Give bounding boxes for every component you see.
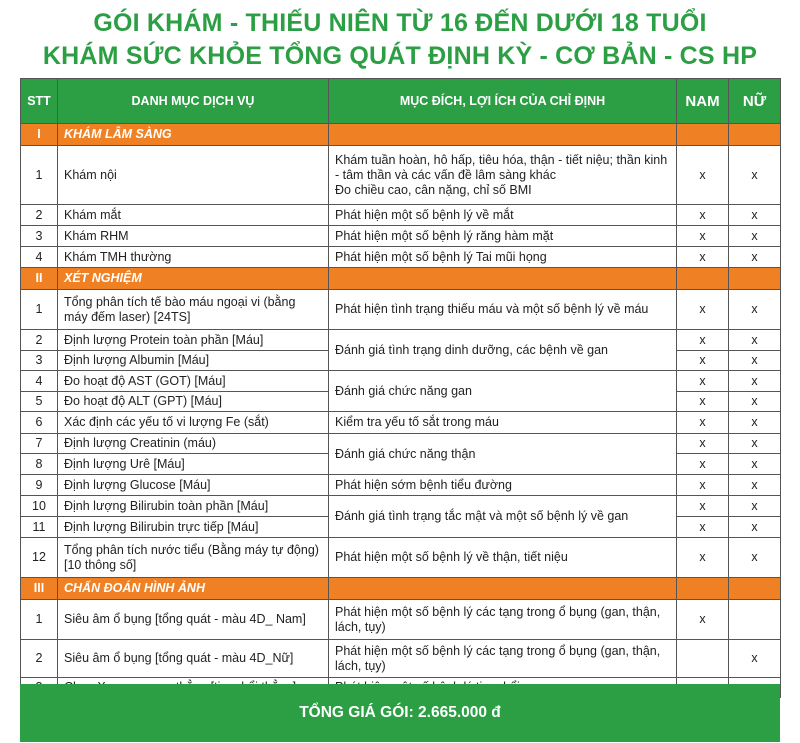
purpose-line: Phát hiện một số bệnh lý Tai mũi họng [335, 249, 547, 264]
row-service: Tổng phân tích tế bào máu ngoại vi (bằng máy đếm laser) [24TS] [58, 290, 329, 330]
row-stt: 11 [21, 517, 58, 538]
section-row [21, 578, 781, 600]
row-female-mark: x [729, 330, 781, 351]
header-male: NAM [677, 79, 729, 124]
section-empty-cell [329, 124, 677, 146]
row-service: Định lượng Bilirubin toàn phần [Máu] [58, 496, 329, 517]
row-purpose [329, 434, 677, 475]
row-female-mark: x [729, 412, 781, 434]
purpose-line: Phát hiện một số bệnh lý về thận, tiết niệu [335, 550, 568, 564]
section-row [21, 124, 781, 146]
table-row [21, 412, 781, 434]
table-row [21, 434, 781, 454]
row-service: Định lượng Bilirubin trực tiếp [Máu] [58, 517, 329, 538]
row-stt: 4 [21, 247, 58, 268]
row-male-mark: x [677, 247, 729, 268]
row-female-mark: x [729, 205, 781, 226]
purpose-line: Kiểm tra yếu tố sắt trong máu [335, 415, 499, 429]
table-row [21, 330, 781, 351]
section-empty-cell [329, 268, 677, 290]
row-stt: 2 [21, 205, 58, 226]
row-female-mark: x [729, 517, 781, 538]
table-body [21, 124, 781, 698]
row-service: Siêu âm ổ bụng [tổng quát - màu 4D_Nữ] [58, 640, 329, 678]
row-purpose [329, 475, 677, 496]
section-number: III [21, 578, 58, 600]
section-number: I [21, 124, 58, 146]
purpose-line: Đánh giá tình trạng dinh dưỡng, các bệnh về gan [335, 342, 609, 357]
section-empty-cell [729, 268, 781, 290]
header-female: NỮ [729, 79, 781, 124]
table-row [21, 146, 781, 205]
header-purpose: MỤC ĐÍCH, LỢI ÍCH CỦA CHỈ ĐỊNH [329, 79, 677, 124]
row-purpose [329, 371, 677, 412]
row-male-mark: x [677, 517, 729, 538]
row-female-mark: x [729, 290, 781, 330]
row-purpose [329, 496, 677, 538]
purpose-line: Phát hiện sớm bệnh tiểu đường [335, 477, 512, 492]
row-service: Đo hoạt độ AST (GOT) [Máu] [58, 371, 329, 392]
purpose-line: Phát hiện một số bệnh lý các tạng trong ổ bụng (gan, thận, lách, tụy) [335, 643, 661, 673]
row-service: Định lượng Albumin [Máu] [58, 351, 329, 371]
table-header-row [21, 79, 781, 124]
row-male-mark: x [677, 496, 729, 517]
table-row [21, 226, 781, 247]
row-female-mark [729, 600, 781, 640]
row-stt: 1 [21, 600, 58, 640]
row-male-mark [677, 640, 729, 678]
row-stt: 6 [21, 412, 58, 434]
row-male-mark: x [677, 205, 729, 226]
row-stt: 1 [21, 146, 58, 205]
row-male-mark: x [677, 392, 729, 412]
row-service: Định lượng Creatinin (máu) [58, 434, 329, 454]
header-service: DANH MỤC DỊCH VỤ [58, 79, 329, 124]
row-female-mark: x [729, 538, 781, 578]
purpose-line: Phát hiện một số bệnh lý về mắt [335, 207, 514, 222]
row-purpose [329, 412, 677, 434]
row-service: Khám mắt [58, 205, 329, 226]
row-male-mark: x [677, 454, 729, 475]
table-row [21, 640, 781, 678]
row-stt: 2 [21, 640, 58, 678]
section-name: KHÁM LÂM SÀNG [58, 124, 329, 146]
row-stt: 3 [21, 351, 58, 371]
section-number: II [21, 268, 58, 290]
row-female-mark: x [729, 496, 781, 517]
purpose-line: Đánh giá chức năng gan [335, 383, 472, 398]
row-female-mark: x [729, 475, 781, 496]
row-female-mark: x [729, 392, 781, 412]
row-stt: 7 [21, 434, 58, 454]
row-stt: 5 [21, 392, 58, 412]
table-row [21, 538, 781, 578]
section-empty-cell [729, 578, 781, 600]
purpose-line: Phát hiện một số bệnh lý các tạng trong ổ bụng (gan, thận, lách, tụy) [335, 604, 661, 634]
purpose-line: Phát hiện một số bệnh lý răng hàm mặt [335, 228, 554, 243]
table-row [21, 290, 781, 330]
row-stt: 2 [21, 330, 58, 351]
row-male-mark: x [677, 226, 729, 247]
row-female-mark: x [729, 226, 781, 247]
row-female-mark: x [729, 434, 781, 454]
row-male-mark: x [677, 412, 729, 434]
row-service: Siêu âm ổ bụng [tổng quát - màu 4D_ Nam] [58, 600, 329, 640]
row-male-mark: x [677, 371, 729, 392]
row-service: Khám nội [58, 146, 329, 205]
section-empty-cell [677, 578, 729, 600]
row-female-mark: x [729, 371, 781, 392]
row-stt: 10 [21, 496, 58, 517]
row-male-mark: x [677, 434, 729, 454]
row-male-mark: x [677, 290, 729, 330]
page-subtitle: KHÁM SỨC KHỎE TỔNG QUÁT ĐỊNH KỲ - CƠ BẢN - CS HP [42, 42, 758, 70]
row-male-mark: x [677, 538, 729, 578]
section-empty-cell [677, 124, 729, 146]
row-service: Xác định các yếu tố vi lượng Fe (sắt) [58, 412, 329, 434]
purpose-line: Phát hiện tình trạng thiếu máu và một số bệnh lý về máu [335, 302, 649, 316]
page-title: GÓI KHÁM - THIẾU NIÊN TỪ 16 ĐẾN DƯỚI 18 TUỔI [93, 9, 707, 37]
row-male-mark: x [677, 600, 729, 640]
table-row [21, 496, 781, 517]
table-row [21, 475, 781, 496]
table-row [21, 247, 781, 268]
row-service: Khám TMH thường [58, 247, 329, 268]
row-male-mark: x [677, 351, 729, 371]
section-empty-cell [677, 268, 729, 290]
row-stt: 1 [21, 290, 58, 330]
row-purpose [329, 247, 677, 268]
row-purpose [329, 538, 677, 578]
section-name: CHẨN ĐOÁN HÌNH ẢNH [58, 578, 329, 600]
row-male-mark: x [677, 146, 729, 205]
row-purpose [329, 330, 677, 371]
table-row [21, 371, 781, 392]
row-purpose [329, 205, 677, 226]
row-stt: 12 [21, 538, 58, 578]
row-male-mark: x [677, 330, 729, 351]
row-stt: 8 [21, 454, 58, 475]
purpose-line: Khám tuần hoàn, hô hấp, tiêu hóa, thận - tiết niệu; thần kinh - tâm thần và các vấn đề lâm sàng khác [335, 152, 668, 182]
row-service: Đo hoạt độ ALT (GPT) [Máu] [58, 392, 329, 412]
row-female-mark: x [729, 146, 781, 205]
total-price-bar: TỔNG GIÁ GÓI: 2.665.000 đ [20, 684, 780, 742]
header-stt: STT [21, 79, 58, 124]
row-service: Khám RHM [58, 226, 329, 247]
section-row [21, 268, 781, 290]
purpose-line: Đánh giá chức năng thận [335, 446, 476, 461]
row-male-mark: x [677, 475, 729, 496]
row-female-mark: x [729, 247, 781, 268]
table-row [21, 205, 781, 226]
table-row [21, 600, 781, 640]
purpose-line: Đo chiều cao, cân nặng, chỉ số BMI [335, 182, 532, 197]
row-purpose [329, 600, 677, 640]
row-purpose [329, 290, 677, 330]
row-service: Định lượng Protein toàn phần [Máu] [58, 330, 329, 351]
row-stt: 3 [21, 226, 58, 247]
row-female-mark: x [729, 640, 781, 678]
row-purpose [329, 226, 677, 247]
row-stt: 9 [21, 475, 58, 496]
row-stt: 4 [21, 371, 58, 392]
row-female-mark: x [729, 454, 781, 475]
row-female-mark: x [729, 351, 781, 371]
row-service: Định lượng Glucose [Máu] [58, 475, 329, 496]
section-empty-cell [729, 124, 781, 146]
row-purpose [329, 640, 677, 678]
service-table [20, 78, 781, 698]
row-purpose [329, 146, 677, 205]
section-empty-cell [329, 578, 677, 600]
section-name: XÉT NGHIỆM [58, 268, 329, 290]
purpose-line: Đánh giá tình trạng tắc mật và một số bệnh lý về gan [335, 509, 629, 523]
row-service: Định lượng Urê [Máu] [58, 454, 329, 475]
row-service: Tổng phân tích nước tiểu (Bằng máy tự động) [10 thông số] [58, 538, 329, 578]
